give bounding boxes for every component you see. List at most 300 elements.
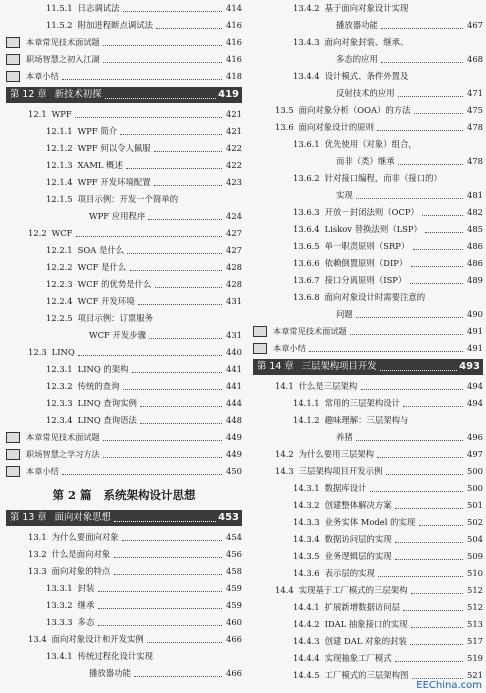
toc-entry[interactable] (253, 136, 483, 153)
notes-icon (6, 71, 20, 82)
section-number: 12.1.2 (46, 143, 73, 153)
section-number: 12.3.4 (46, 415, 73, 425)
chapter-heading[interactable] (6, 87, 242, 103)
leader-dots (377, 130, 463, 131)
section-number: 13.6.7 (293, 275, 320, 285)
toc-entry[interactable] (253, 289, 483, 306)
page-number: 521 (465, 667, 483, 684)
leader-dots (76, 236, 222, 237)
section-title: LINQ 的架构 (77, 364, 129, 374)
section-number: 13.4 (28, 634, 47, 644)
section-number: 13.6.8 (293, 292, 320, 302)
section-title: 创建 DAL 对象的封装 (324, 636, 407, 646)
section-title: 三层架构项目开发示例 (298, 466, 383, 476)
toc-entry[interactable] (6, 106, 242, 123)
person-icon (6, 54, 20, 65)
toc-entry[interactable] (253, 599, 483, 616)
entry-title: 本章小结 (26, 466, 59, 476)
toc-entry[interactable] (6, 529, 242, 546)
page-number: 459 (224, 597, 242, 614)
section-title: 多态的应用 (336, 54, 378, 64)
leader-dots (140, 423, 222, 424)
leader-dots (98, 591, 222, 592)
toc-entry[interactable] (6, 648, 242, 665)
page-number: 519 (465, 650, 483, 667)
leader-dots (105, 98, 216, 99)
page-number: 496 (465, 429, 483, 446)
leader-dots (413, 249, 463, 250)
toc-entry[interactable] (6, 580, 242, 597)
page-number: 458 (224, 563, 242, 580)
toc-entry[interactable] (6, 344, 242, 361)
section-number: 12.2.4 (46, 296, 73, 306)
chapter-heading[interactable] (6, 510, 242, 526)
section-title: 多态 (77, 617, 95, 627)
page-number: 482 (465, 204, 483, 221)
section-number: 11.5.1 (46, 3, 73, 13)
toc-entry[interactable] (6, 123, 242, 140)
entry-title: 本章小结 (273, 343, 306, 353)
page-number: 450 (224, 463, 242, 480)
page-number: 501 (465, 497, 483, 514)
leader-dots (154, 151, 222, 152)
section-title: 优先使用（对象）组合， (324, 139, 417, 149)
page-number: 421 (224, 106, 242, 123)
leader-dots (132, 372, 222, 373)
person-icon (6, 449, 20, 460)
toc-feature-entry[interactable] (253, 340, 483, 357)
toc-entry[interactable] (6, 563, 242, 580)
leader-dots (126, 168, 222, 169)
section-title: LINQ 查询语法 (77, 415, 137, 425)
section-title: Liskov 替换法则（LSP） (324, 224, 422, 234)
section-title: 封装 (77, 583, 95, 593)
section-title: WPF 应用程序 (89, 211, 146, 221)
page-number: 456 (224, 546, 242, 563)
leader-dots (120, 134, 222, 135)
leader-dots (398, 164, 463, 165)
toc-entry[interactable] (253, 204, 483, 221)
page-number: 466 (224, 631, 242, 648)
page-number: 427 (224, 242, 242, 259)
page-number: 427 (224, 225, 242, 242)
toc-entry[interactable] (253, 238, 483, 255)
leader-dots (410, 644, 463, 645)
section-number: 14.4.2 (293, 619, 320, 629)
toc-entry[interactable] (6, 293, 242, 310)
section-number: 13.1 (28, 532, 47, 542)
leader-dots (370, 491, 463, 492)
leader-dots (425, 232, 463, 233)
toc-entry[interactable] (253, 255, 483, 272)
toc-entry[interactable] (253, 272, 483, 289)
page-number: 454 (224, 529, 242, 546)
page-number: 423 (224, 174, 242, 191)
page-number: 491 (465, 340, 483, 357)
toc-entry[interactable] (253, 565, 483, 582)
page-number: 416 (224, 51, 242, 68)
section-title: 依赖倒置原则（DIP） (324, 258, 408, 268)
toc-feature-entry[interactable] (6, 34, 242, 51)
section-title: 什么是面向对象 (51, 549, 111, 559)
leader-dots (403, 610, 463, 611)
entry-title: 职场智慧之学习方法 (26, 449, 100, 459)
entry-title: 本章常见技术面试题 (26, 37, 100, 47)
toc-entry[interactable] (253, 616, 483, 633)
page-number: 493 (459, 361, 480, 372)
page-number: 500 (465, 463, 483, 480)
leader-dots (155, 287, 222, 288)
page-number: 440 (224, 344, 242, 361)
section-title: IDAL 抽象接口的实现 (324, 619, 408, 629)
page-number: 517 (465, 633, 483, 650)
section-title: LINQ 查询实例 (77, 398, 137, 408)
section-number: 14.3.2 (293, 500, 320, 510)
section-number: 14.4.1 (293, 602, 320, 612)
section-title: WPF 何以令人佩服 (77, 143, 151, 153)
toc-entry[interactable] (253, 221, 483, 238)
toc-entry[interactable] (6, 412, 242, 429)
page-number: 512 (465, 582, 483, 599)
section-number: 13.3 (28, 566, 47, 576)
toc-entry[interactable] (6, 0, 242, 17)
toc-entry[interactable] (6, 225, 242, 242)
section-number: 13.6.5 (293, 241, 320, 251)
section-number: 13.4.3 (293, 37, 320, 47)
page-number: 481 (465, 187, 483, 204)
page-number: 459 (224, 580, 242, 597)
leader-dots (98, 625, 222, 626)
section-title: 实现 (336, 190, 353, 200)
toc-entry[interactable] (253, 633, 483, 650)
toc-entry[interactable] (253, 497, 483, 514)
entry-title: 本章小结 (26, 71, 59, 81)
section-number: 12.3.2 (46, 381, 73, 391)
leader-dots (75, 117, 222, 118)
section-number: 12.2.3 (46, 279, 73, 289)
section-number: 14.3.1 (293, 483, 320, 493)
section-number: 12.3 (28, 347, 47, 357)
section-title: 单一职责原则（SRP） (324, 241, 410, 251)
section-number: 14.1 (275, 381, 294, 391)
section-number: 12.2.1 (46, 245, 73, 255)
page-number: 421 (224, 123, 242, 140)
page-number: 422 (224, 157, 242, 174)
section-title: WCF 开发步骤 (89, 330, 146, 340)
section-title: WCF 开发环境 (77, 296, 135, 306)
leader-dots (411, 627, 463, 628)
section-title: 项目示例：开发一个简单的 (77, 194, 179, 204)
leader-dots (148, 219, 222, 220)
toc-feature-entry[interactable] (6, 429, 242, 446)
leader-dots (356, 198, 463, 199)
toc-entry[interactable] (253, 34, 483, 51)
toc-entry[interactable] (6, 631, 242, 648)
section-title: 基于面向对象设计实现 (324, 3, 409, 13)
page-number: 441 (224, 378, 242, 395)
part-heading (6, 482, 242, 508)
toc-entry-continuation[interactable] (253, 85, 483, 102)
toc-entry-continuation[interactable] (253, 187, 483, 204)
leader-dots (78, 355, 222, 356)
chapter-number: 第 14 章 (257, 361, 294, 372)
leader-dots (309, 351, 463, 352)
leader-dots (156, 28, 222, 29)
section-number: 13.6 (275, 122, 294, 132)
section-title: 播放器功能 (89, 668, 131, 678)
page-number: 509 (465, 548, 483, 565)
toc-feature-entry[interactable] (6, 446, 242, 463)
toc-entry[interactable] (6, 17, 242, 34)
toc-entry[interactable] (253, 548, 483, 565)
section-number: 12.2.2 (46, 262, 73, 272)
leader-dots (130, 270, 222, 271)
toc-entry[interactable] (6, 361, 242, 378)
toc-entry-continuation[interactable] (253, 17, 483, 34)
section-number: 13.5 (275, 105, 294, 115)
leader-dots (140, 406, 222, 407)
section-title: 什么是三层架构 (298, 381, 358, 391)
toc-entry[interactable] (253, 412, 483, 429)
chapter-heading[interactable] (253, 359, 483, 375)
page-number: 475 (465, 102, 483, 119)
toc-entry[interactable] (6, 597, 242, 614)
section-title: 扩展新增数据访问层 (324, 602, 401, 612)
section-number: 12.1 (28, 109, 47, 119)
section-number: 12.3.3 (46, 398, 73, 408)
chapter-number: 第 13 章 (10, 512, 47, 523)
leader-dots (395, 542, 463, 543)
page-number: 431 (224, 293, 242, 310)
toc-feature-entry[interactable] (6, 463, 242, 480)
section-number: 14.1.1 (293, 398, 320, 408)
section-number: 13.3.2 (46, 600, 73, 610)
leader-dots (138, 304, 222, 305)
page-number: 416 (224, 34, 242, 51)
notes-icon (6, 466, 20, 477)
section-title: 为什么要面向对象 (51, 532, 119, 542)
section-title: WCF 是什么 (77, 262, 127, 272)
section-title: 接口分离原则（ISP） (324, 275, 407, 285)
leader-dots (395, 661, 463, 662)
toc-feature-entry[interactable] (6, 51, 242, 68)
leader-dots (395, 508, 463, 509)
leader-dots (377, 457, 463, 458)
toc-entry[interactable] (253, 582, 483, 599)
toc-left-column (6, 0, 242, 682)
leader-dots (414, 113, 463, 114)
section-title: WPF 简介 (77, 126, 118, 136)
toc-entry[interactable] (6, 242, 242, 259)
page-number: 428 (224, 259, 242, 276)
leader-dots (103, 62, 222, 63)
toc-entry[interactable] (6, 140, 242, 157)
toc-entry[interactable] (253, 446, 483, 463)
leader-dots (356, 440, 463, 441)
section-number: 12.2.5 (46, 313, 73, 323)
section-title: 反射技术的应用 (336, 88, 395, 98)
page-number: 512 (465, 599, 483, 616)
toc-entry[interactable] (6, 546, 242, 563)
leader-dots (62, 474, 222, 475)
leader-dots (62, 79, 222, 80)
page-number: 449 (224, 429, 242, 446)
section-number: 13.6.3 (293, 207, 320, 217)
section-number: 12.1.1 (46, 126, 73, 136)
leader-dots (123, 11, 222, 12)
section-title: 面向对象封装、继承、 (324, 37, 409, 47)
toc-feature-entry[interactable] (6, 68, 242, 85)
toc-feature-entry[interactable] (253, 323, 483, 340)
page-number: 510 (465, 565, 483, 582)
section-title: 常用的三层架构设计 (324, 398, 401, 408)
toc-entry[interactable] (253, 170, 483, 187)
section-title: 针对接口编程，而非（接口的） (324, 173, 442, 183)
section-number: 12.1.4 (46, 177, 73, 187)
page-number: 513 (465, 616, 483, 633)
section-title: 面向对象的特点 (51, 566, 111, 576)
leader-dots (154, 185, 222, 186)
section-number: 13.3.1 (46, 583, 73, 593)
toc-entry-continuation[interactable] (6, 665, 242, 682)
page-number: 467 (465, 17, 483, 34)
leader-dots (114, 574, 222, 575)
section-number: 14.4.3 (293, 636, 320, 646)
section-title: XAML 概述 (77, 160, 123, 170)
book-icon (6, 37, 20, 48)
book-icon (6, 432, 20, 443)
toc-entry[interactable] (6, 259, 242, 276)
page-number: 471 (465, 85, 483, 102)
toc-entry[interactable] (253, 378, 483, 395)
toc-entry[interactable] (253, 102, 483, 119)
toc-entry[interactable] (253, 531, 483, 548)
leader-dots (398, 96, 463, 97)
section-title: 表示层的实现 (324, 568, 375, 578)
page-number: 428 (224, 276, 242, 293)
section-number: 14.3.5 (293, 551, 320, 561)
toc-entry[interactable] (6, 378, 242, 395)
chapter-title: 三层架构项目开发 (301, 361, 377, 372)
section-title: 实现抽象工厂模式 (324, 653, 392, 663)
section-number: 13.6.6 (293, 258, 320, 268)
page-number: 431 (224, 327, 242, 344)
leader-dots (381, 62, 463, 63)
section-title: WCF (51, 228, 73, 238)
page-number: 494 (465, 395, 483, 412)
page-number: 418 (224, 68, 242, 85)
section-title: 面向对象设计时需要注意的 (324, 292, 426, 302)
section-title: LINQ (51, 347, 75, 357)
chapter-title: 新技术初探 (54, 89, 102, 100)
leader-dots (411, 593, 463, 594)
toc-entry[interactable] (253, 119, 483, 136)
section-number: 12.1.5 (46, 194, 73, 204)
leader-dots (412, 678, 463, 679)
toc-entry[interactable] (253, 395, 483, 412)
toc-entry-continuation[interactable] (253, 51, 483, 68)
toc-entry[interactable] (253, 68, 483, 85)
section-title: 养猪 (336, 432, 353, 442)
toc-entry[interactable] (6, 310, 242, 327)
section-title: 面向对象设计和开发实例 (51, 634, 144, 644)
section-title: 附加进程断点调试法 (77, 20, 154, 30)
toc-entry[interactable] (253, 0, 483, 17)
page-number: 448 (224, 412, 242, 429)
toc-entry-continuation[interactable] (253, 429, 483, 446)
leader-dots (114, 557, 222, 558)
leader-dots (149, 338, 222, 339)
section-title: 面向对象分析（OOA）的方法 (298, 105, 411, 115)
toc-entry[interactable] (253, 650, 483, 667)
toc-entry[interactable] (6, 191, 242, 208)
toc-entry[interactable] (6, 276, 242, 293)
section-title: WCF 的优势是什么 (77, 279, 152, 289)
section-title: 开放－封闭法则（OCP） (324, 207, 419, 217)
notes-icon (253, 343, 267, 354)
leader-dots (380, 370, 457, 371)
toc-entry[interactable] (6, 614, 242, 631)
part-number: 第 2 篇 (52, 488, 92, 502)
toc-entry-continuation[interactable] (6, 208, 242, 225)
page-number: 414 (224, 0, 242, 17)
page-number: 491 (465, 323, 483, 340)
section-title: 趣味理解：三层架构与 (324, 415, 409, 425)
page-number: 468 (465, 51, 483, 68)
leader-dots (114, 521, 216, 522)
section-number: 13.6.1 (293, 139, 320, 149)
section-title: WPF 开发环境配置 (77, 177, 151, 187)
toc-entry[interactable] (253, 480, 483, 497)
toc-entry[interactable] (6, 174, 242, 191)
section-number: 13.3.3 (46, 617, 73, 627)
section-title: 继承 (77, 600, 95, 610)
page-number: 485 (465, 221, 483, 238)
leader-dots (378, 576, 463, 577)
section-title: 面向对象设计的原则 (298, 122, 375, 132)
section-number: 11.5.2 (46, 20, 73, 30)
section-title: 数据库设计 (324, 483, 367, 493)
watermark: EEChina.com (416, 680, 482, 691)
page-number: 489 (465, 272, 483, 289)
toc-entry[interactable] (6, 157, 242, 174)
page-number: 416 (224, 17, 242, 34)
toc-entry[interactable] (6, 395, 242, 412)
section-number: 14.4.4 (293, 653, 320, 663)
section-number: 14.3.4 (293, 534, 320, 544)
page-number: 500 (465, 480, 483, 497)
page-number: 449 (224, 446, 242, 463)
toc-entry-continuation[interactable] (6, 327, 242, 344)
section-title: 实现基于工厂模式的三层架构 (298, 585, 408, 595)
toc-entry-continuation[interactable] (253, 306, 483, 323)
toc-entry-continuation[interactable] (253, 153, 483, 170)
toc-entry[interactable] (253, 463, 483, 480)
section-title: 数据访问层的实现 (324, 534, 392, 544)
page-number: 466 (224, 665, 242, 682)
section-number: 14.3 (275, 466, 294, 476)
section-number: 13.6.4 (293, 224, 320, 234)
section-title: SOA 是什么 (77, 245, 125, 255)
toc-entry[interactable] (253, 514, 483, 531)
section-number: 14.4.5 (293, 670, 320, 680)
section-number: 12.2 (28, 228, 47, 238)
section-number: 13.6.2 (293, 173, 320, 183)
leader-dots (134, 676, 222, 677)
page-number: 441 (224, 361, 242, 378)
page-number: 497 (465, 446, 483, 463)
leader-dots (122, 540, 222, 541)
